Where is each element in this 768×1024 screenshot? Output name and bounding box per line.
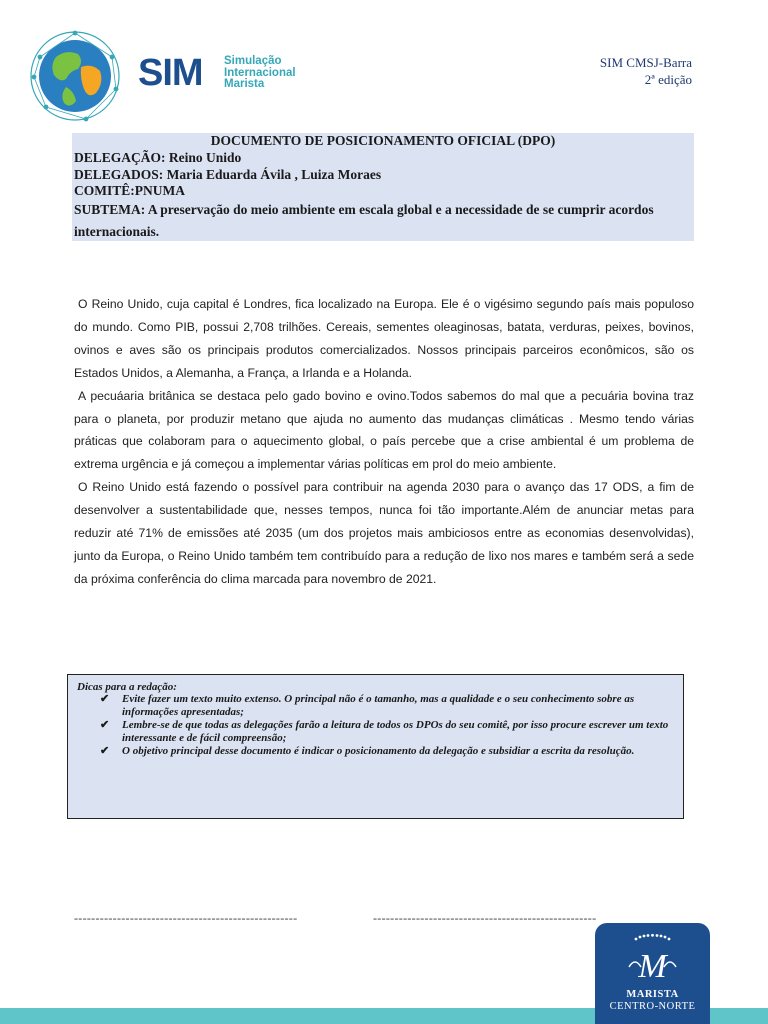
edition-number: 2ª edição: [644, 72, 692, 87]
edition-school: SIM CMSJ-Barra: [599, 55, 692, 70]
committee-line: COMITÊ:PNUMA: [74, 183, 185, 198]
marista-emblem-icon: [595, 923, 710, 989]
sim-tagline: [224, 56, 296, 91]
tip-item: [100, 693, 670, 719]
subtheme-line: SUBTEMA: A preservação do meio ambiente em escala global e a necessidade de se cumprir acordos internacionais.: [74, 202, 654, 239]
tips-title: Dicas para a redação:: [77, 681, 177, 693]
position-paper-body: [74, 293, 694, 591]
tagline-line-1: Simulação: [224, 55, 282, 67]
checkmark-icon: ✔: [100, 693, 110, 705]
badge-name: MARISTA: [626, 989, 679, 1000]
dpo-title: DOCUMENTO DE POSICIONAMENTO OFICIAL (DPO): [210, 133, 556, 148]
signature-line-left: ----------------------------------------------------: [74, 911, 298, 925]
checkmark-icon: ✔: [100, 745, 110, 757]
tips-list: [100, 693, 670, 758]
marista-centro-norte-logo: [595, 923, 710, 1024]
tagline-line-2: Internacional: [224, 66, 296, 79]
signature-line-right: ----------------------------------------------------: [373, 911, 597, 925]
badge-region: CENTRO-NORTE: [609, 1001, 696, 1012]
tip-item: [100, 719, 670, 745]
edition-label: [600, 54, 692, 88]
checkmark-icon: ✔: [100, 719, 110, 731]
tip-item: [100, 745, 670, 758]
tagline-line-3: Marista: [224, 78, 265, 90]
sim-globe-logo: [26, 27, 124, 125]
tip-text: Lembre-se de que todas as delegações farão a leitura de todos os DPOs do seu comitê, por isso procure escrever um texto interessante e de fácil compreensão;: [122, 719, 669, 744]
svg-text:M: M: [638, 948, 667, 985]
body-paragraph-2: A pecuáaria britânica se destaca pelo gado bovino e ovino.Todos sabemos do mal que a pecuária bovina traz para o planeta, por produzir metano que ajuda no aumento das mudanças climáticas . Mesmo tendo várias práticas que colaboram para o aquecimento global, o país percebe que a crise ambiental é um problema de extrema urgência e já começou a implementar várias políticas em prol do meio ambiente.: [74, 388, 694, 472]
tip-text: O objetivo principal desse documento é indicar o posicionamento da delegação e subsidiar a escrita da resolução.: [122, 745, 635, 757]
body-paragraph-1: O Reino Unido, cuja capital é Londres, fica localizado na Europa. Ele é o vigésimo segundo país mais populoso do mundo. Como PIB, possui 2,708 trilhões. Cereais, sementes oleaginosas, batata, verduras, peixes, bovinos, ovinos e aves são os principais produtos comercializados. Nossos principais parceiros econômicos, são os Estados Unidos, a Alemanha, a França, a Irlanda e a Holanda.: [74, 297, 694, 380]
delegates-line: DELEGADOS: Maria Eduarda Ávila , Luiza Moraes: [74, 167, 382, 182]
body-paragraph-3: O Reino Unido está fazendo o possível para contribuir na agenda 2030 para o avanço das 17 ODS, a fim de desenvolver a sustentabilidade que, nesses tempos, nunca foi tão importante.Além de anunciar metas para reduzir até 71% de emissões até 2035 (um dos projetos mais ambiciosos entre as economias desenvolvidas), junto da Europa, o Reino Unido também tem contribuído para a redução de lixo nos mares e também será a sede da próxima conferência do clima marcada para novembro de 2021.: [74, 480, 694, 586]
sim-brand-wordmark: SIM: [138, 52, 203, 94]
delegation-line: DELEGAÇÃO: Reino Unido: [74, 150, 242, 165]
tip-text: Evite fazer um texto muito extenso. O principal não é o tamanho, mas a qualidade e o seu conhecimento sobre as informações apresentadas;: [122, 693, 635, 718]
